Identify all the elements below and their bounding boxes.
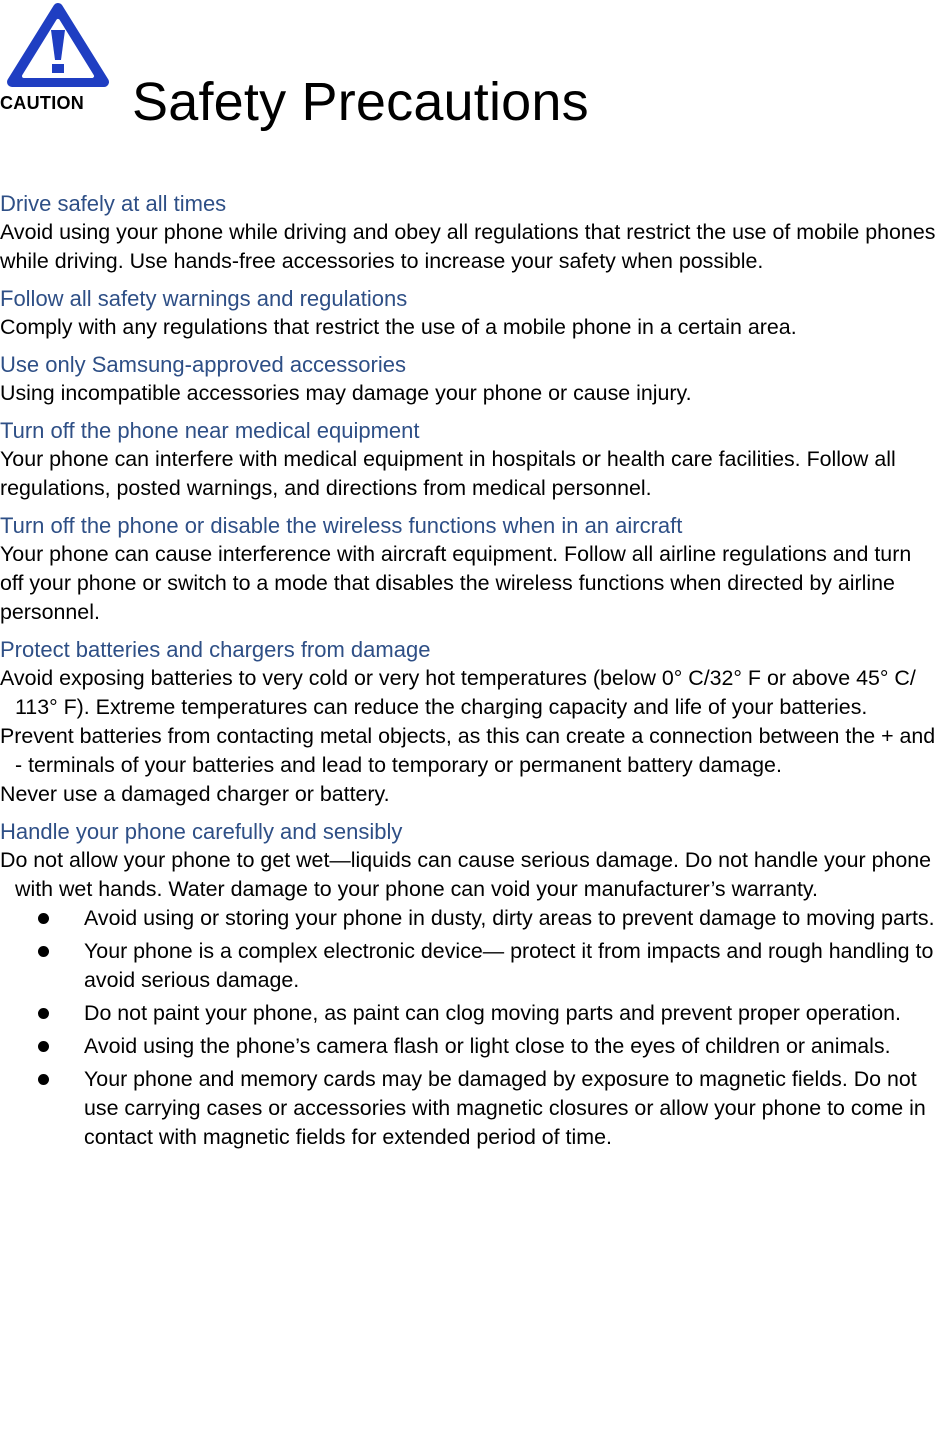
section-heading: Turn off the phone near medical equipment	[0, 418, 420, 443]
section-heading: Handle your phone carefully and sensibly	[0, 819, 403, 844]
section-heading: Protect batteries and chargers from damage	[0, 637, 431, 662]
list-item	[0, 999, 938, 1028]
section-heading: Follow all safety warnings and regulations	[0, 286, 408, 311]
caution-label: CAUTION	[0, 93, 85, 113]
section-handle-carefully	[0, 817, 938, 1152]
section-safety-warnings	[0, 284, 938, 342]
section-paragraph: Your phone can interfere with medical equipment in hospitals or health care facilities. Follow all regulations, posted warnings, and directions from medical personnel.	[0, 447, 896, 500]
section-paragraph: Never use a damaged charger or battery.	[0, 782, 390, 806]
section-aircraft	[0, 511, 938, 627]
list-item	[0, 904, 938, 933]
list-item	[0, 1032, 938, 1061]
caution-triangle-icon	[6, 2, 110, 88]
bullet-icon	[38, 946, 49, 957]
section-heading: Drive safely at all times	[0, 191, 227, 216]
list-item-text: Your phone and memory cards may be damaged by exposure to magnetic fields. Do not use carrying cases or accessories with magnetic closures or allow your phone to come in contact with magnetic fields for extended period of time.	[84, 1067, 926, 1149]
section-heading: Turn off the phone or disable the wireless functions when in an aircraft	[0, 513, 683, 538]
list-item-text: Avoid using or storing your phone in dusty, dirty areas to prevent damage to moving parts.	[84, 906, 935, 930]
list-item-text: Avoid using the phone’s camera flash or light close to the eyes of children or animals.	[84, 1034, 891, 1058]
section-paragraph: Do not allow your phone to get wet—liquids can cause serious damage. Do not handle your phone with wet hands. Water damage to your phone can void your manufacturer’s warranty.	[0, 848, 932, 901]
document-body	[0, 189, 938, 1156]
list-item	[0, 1065, 938, 1152]
section-paragraph: Avoid using your phone while driving and obey all regulations that restrict the use of mobile phones while driving. Use hands-free accessories to increase your safety when possible.	[0, 220, 936, 273]
section-batteries	[0, 635, 938, 809]
bullet-icon	[38, 1041, 49, 1052]
section-heading: Use only Samsung-approved accessories	[0, 352, 406, 377]
page-title: Safety Precautions	[132, 72, 589, 132]
section-drive-safely	[0, 189, 938, 276]
section-medical-equipment	[0, 416, 938, 503]
bullet-icon	[38, 913, 49, 924]
list-item	[0, 937, 938, 995]
list-item-text: Do not paint your phone, as paint can clog moving parts and prevent proper operation.	[84, 1001, 901, 1025]
list-item-text: Your phone is a complex electronic device— protect it from impacts and rough handling to avoid serious damage.	[84, 939, 934, 992]
section-paragraph: Prevent batteries from contacting metal objects, as this can create a connection between the + and - terminals of your batteries and lead to temporary or permanent battery damage.	[0, 724, 936, 777]
page-header	[0, 0, 938, 140]
section-paragraph: Your phone can cause interference with aircraft equipment. Follow all airline regulations and turn off your phone or switch to a mode that disables the wireless functions when directed by airline personnel.	[0, 542, 912, 624]
section-paragraph: Using incompatible accessories may damage your phone or cause injury.	[0, 381, 692, 405]
section-approved-accessories	[0, 350, 938, 408]
bullet-list	[0, 904, 938, 1152]
caution-logo	[0, 0, 116, 120]
bullet-icon	[38, 1074, 49, 1085]
section-paragraph: Comply with any regulations that restrict the use of a mobile phone in a certain area.	[0, 315, 797, 339]
bullet-icon	[38, 1008, 49, 1019]
section-paragraph: Avoid exposing batteries to very cold or very hot temperatures (below 0° C/32° F or above 45° C/ 113° F). Extreme temperatures can reduce the charging capacity and life of your batteries.	[0, 666, 916, 719]
